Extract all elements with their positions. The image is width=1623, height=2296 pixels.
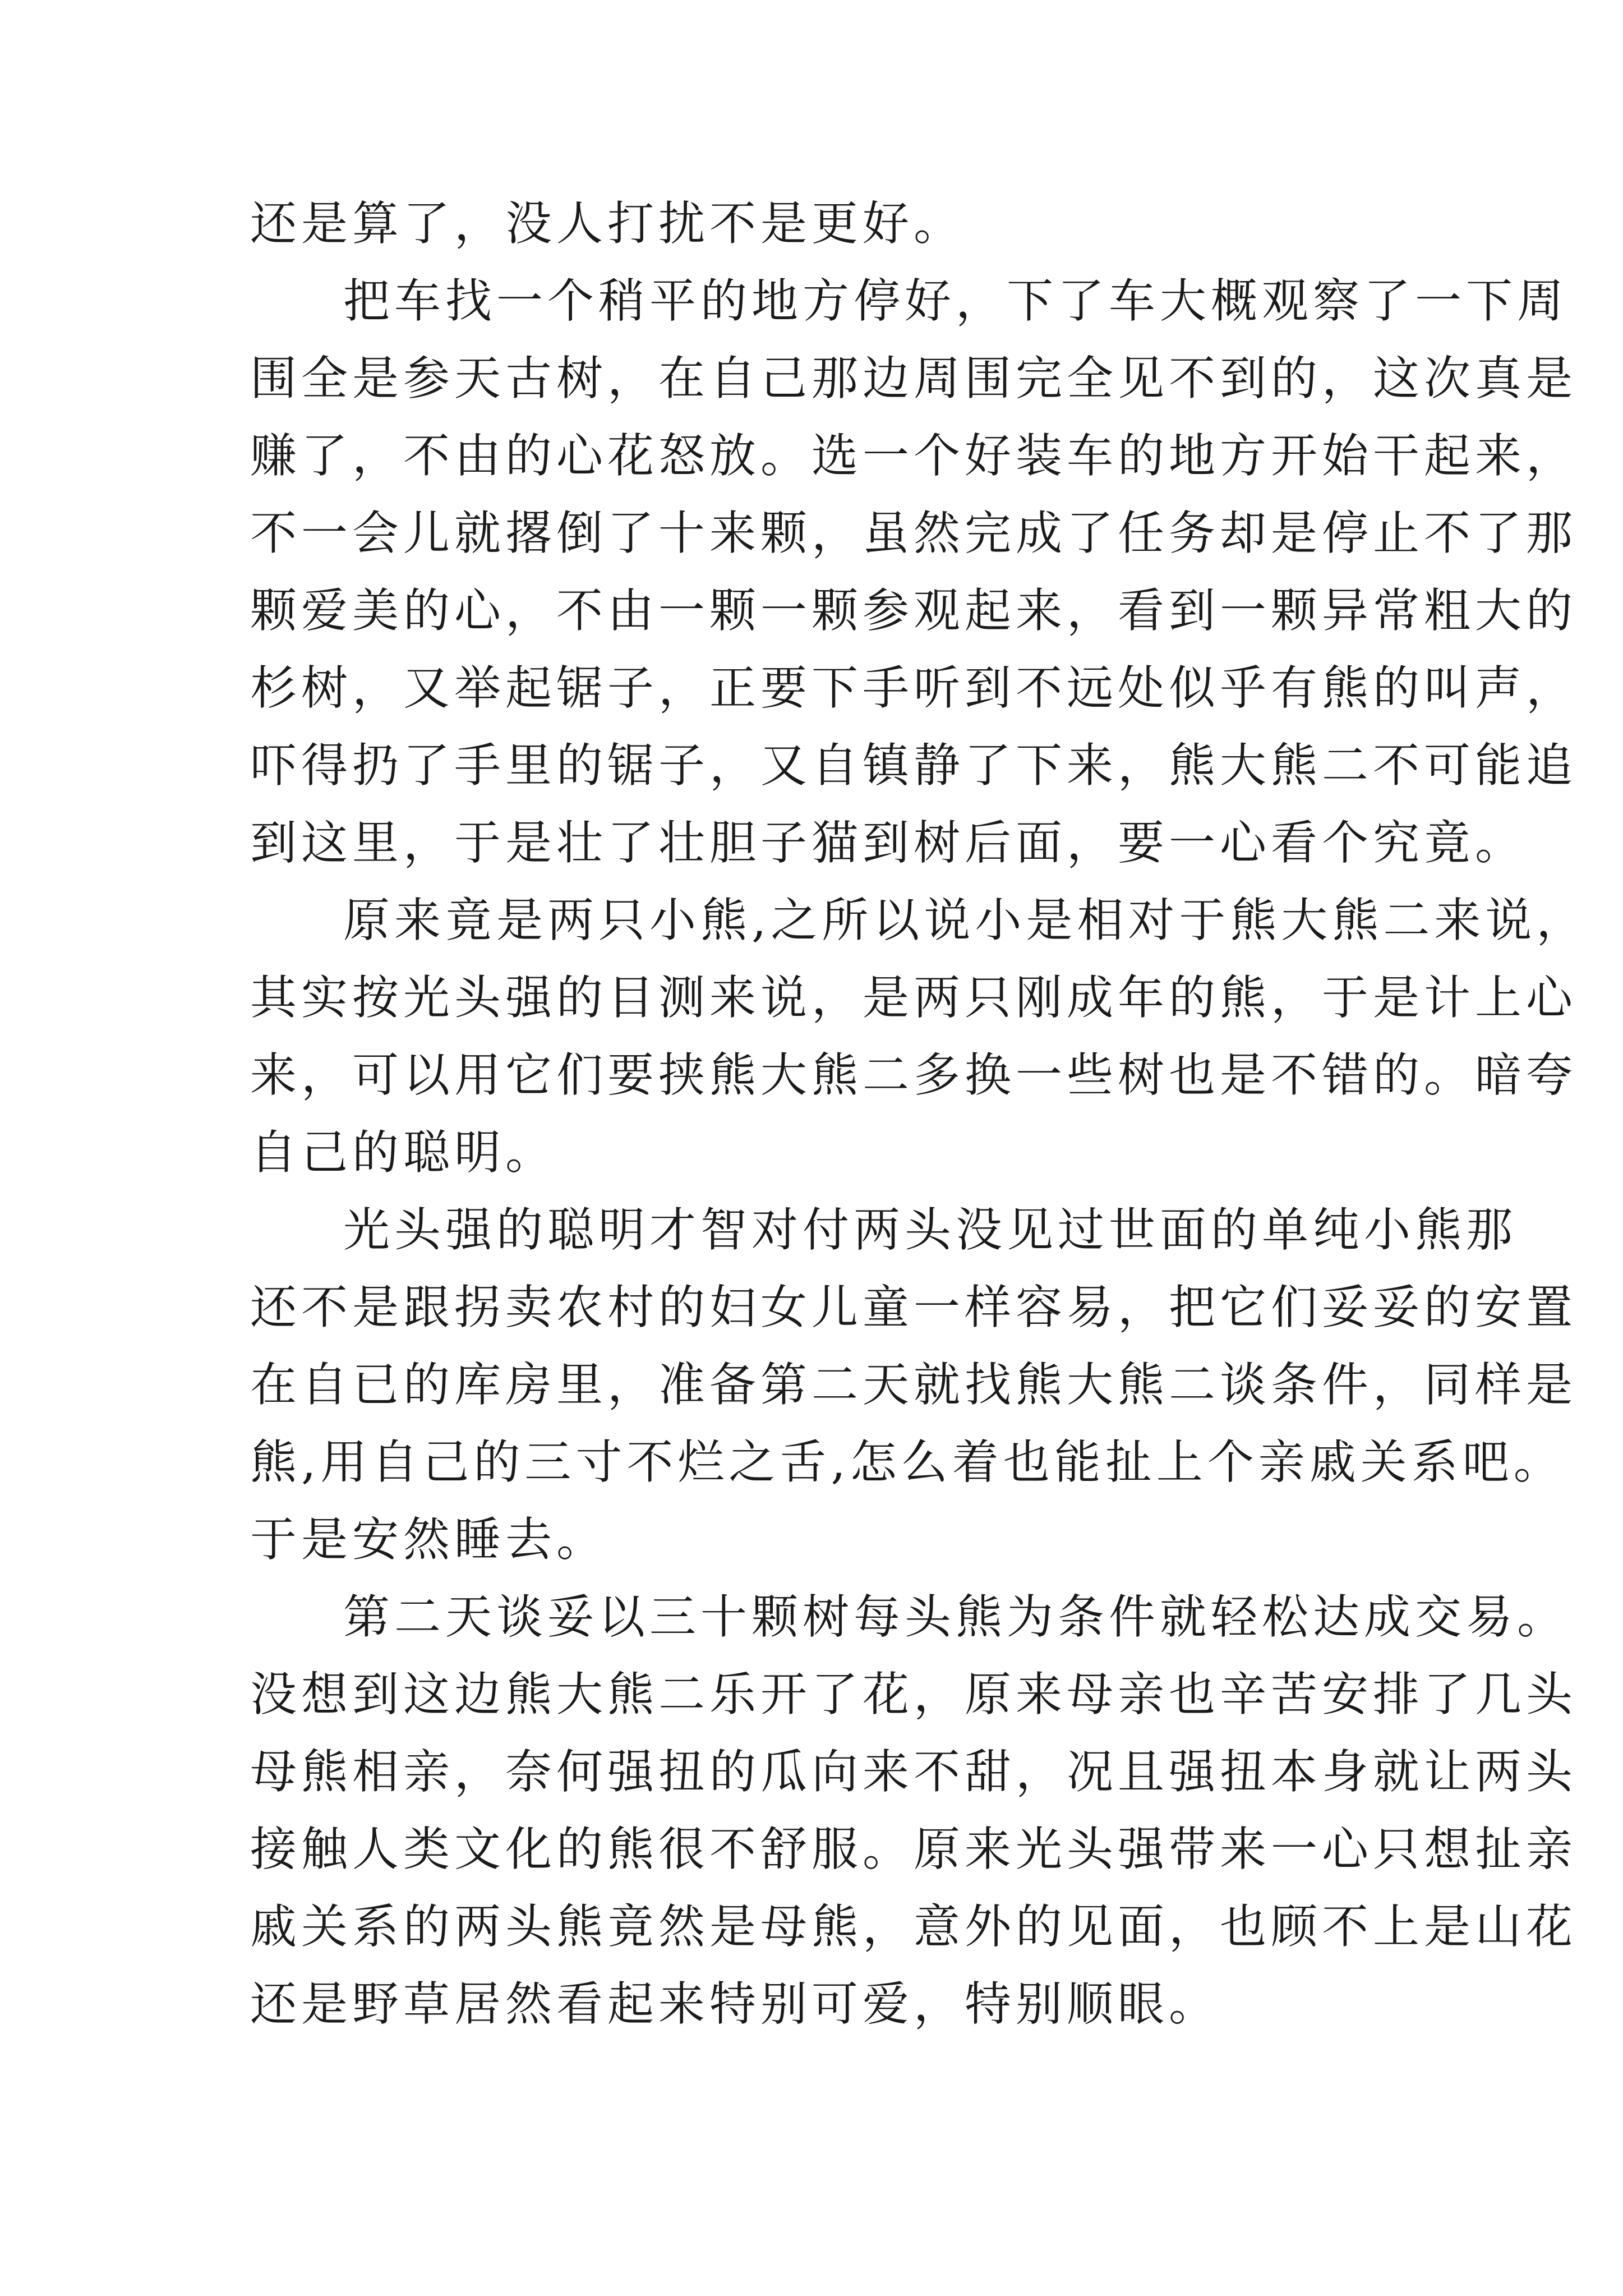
text-line: 还是算了，没人打扰不是更好。 <box>250 196 965 251</box>
text-line: 吓得扔了手里的锯子，又自镇静了下来，熊大熊二不可能追 <box>250 738 1577 793</box>
text-line: 到这里，于是壮了壮胆子猫到树后面，要一心看个究竟。 <box>250 816 1526 870</box>
text-line: 母熊相亲，奈何强扭的瓜向来不甜，况且强扭本身就让两头 <box>250 1745 1577 1799</box>
text-line: 杉树，又举起锯子，正要下手听到不远处似乎有熊的叫声， <box>250 661 1577 715</box>
text-line: 没想到这边熊大熊二乐开了花，原来母亲也辛苦安排了几头 <box>250 1667 1577 1722</box>
text-line: 还不是跟拐卖农村的妇女儿童一样容易，把它们妥妥的安置 <box>250 1280 1577 1335</box>
paragraph <box>250 1191 1577 1579</box>
paragraph <box>250 185 1383 263</box>
text-line: 自己的聪明。 <box>250 1125 556 1180</box>
text-line: 原来竟是两只小熊,之所以说小是相对于熊大熊二来说， <box>343 893 1588 947</box>
text-line: 光头强的聪明才智对付两头没见过世面的单纯小熊那 <box>343 1203 1517 1257</box>
text-line: 接触人类文化的熊很不舒服。原来光头强带来一心只想扯亲 <box>250 1822 1577 1876</box>
text-line: 围全是参天古树，在自己那边周围完全见不到的，这次真是 <box>250 351 1577 406</box>
text-line: 颗爱美的心，不由一颗一颗参观起来，看到一颗异常粗大的 <box>250 583 1577 638</box>
paragraph <box>250 1579 1577 2043</box>
text-line: 第二天谈妥以三十颗树每头熊为条件就轻松达成交易。 <box>343 1590 1568 1644</box>
text-line: 戚关系的两头熊竟然是母熊，意外的见面，也顾不上是山花 <box>250 1899 1577 1954</box>
document-body <box>250 185 1588 2043</box>
text-line: 于是安然睡去。 <box>250 1512 607 1567</box>
text-line: 赚了，不由的心花怒放。选一个好装车的地方开始干起来， <box>250 429 1577 483</box>
text-line: 把车找一个稍平的地方停好，下了车大概观察了一下周 <box>343 274 1568 328</box>
text-line: 来，可以用它们要挟熊大熊二多换一些树也是不错的。暗夸 <box>250 1048 1577 1102</box>
text-line: 不一会儿就撂倒了十来颗，虽然完成了任务却是停止不了那 <box>250 506 1577 560</box>
text-line: 还是野草居然看起来特别可爱，特别顺眼。 <box>250 1977 1220 2031</box>
text-line: 熊,用自己的三寸不烂之舌,怎么着也能扯上个亲戚关系吧。 <box>250 1435 1565 1489</box>
paragraph <box>250 882 1588 1191</box>
text-line: 在自已的库房里，准备第二天就找熊大熊二谈条件，同样是 <box>250 1358 1577 1412</box>
paragraph <box>250 263 1577 882</box>
text-line: 其实按光头强的目测来说，是两只刚成年的熊，于是计上心 <box>250 970 1577 1025</box>
